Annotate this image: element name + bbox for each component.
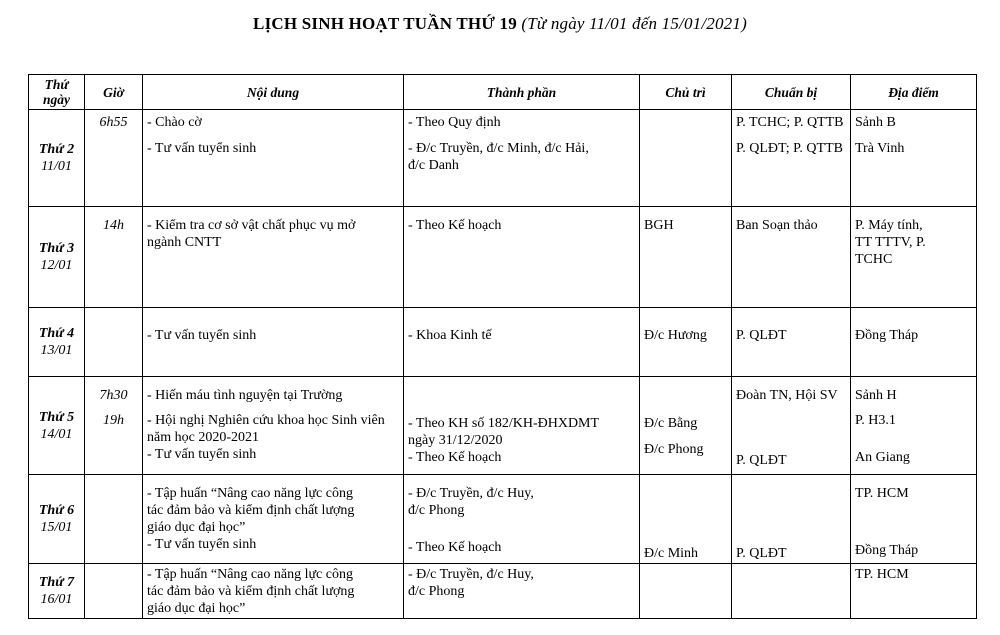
participants-line: - Theo KH số 182/KH-ĐHXDMT <box>408 416 600 431</box>
prep-line: P. TCHC; P. QTTB <box>736 115 844 130</box>
header-content: Nội dung <box>143 75 404 110</box>
day-cell <box>29 308 85 377</box>
time-value: 19h <box>103 413 124 428</box>
location-line: Sảnh B <box>855 115 896 130</box>
location-cell <box>851 564 977 619</box>
content-line: - Tư vấn tuyển sinh <box>147 141 257 156</box>
day-name: Thứ 7 <box>38 575 75 590</box>
prep-cell <box>732 564 851 619</box>
participants-cell <box>404 207 640 308</box>
participants-line: ngày 31/12/2020 <box>408 433 503 448</box>
table-row-wednesday <box>29 308 977 377</box>
table-row-thursday <box>29 377 977 475</box>
header-row <box>29 75 977 110</box>
location-line: Đồng Tháp <box>855 543 919 558</box>
chair-cell <box>640 110 732 207</box>
day-cell <box>29 110 85 207</box>
participants-line: - Theo Quy định <box>408 115 501 130</box>
participants-line: đ/c Danh <box>408 158 459 173</box>
header-chair: Chủ trì <box>640 75 732 110</box>
content-cell <box>143 564 404 619</box>
chair-line: BGH <box>644 218 674 233</box>
location-line: TP. HCM <box>855 486 909 501</box>
header-time: Giờ <box>85 75 143 110</box>
chair-cell <box>640 475 732 564</box>
prep-cell <box>732 308 851 377</box>
location-line: Đồng Tháp <box>855 328 919 343</box>
content-cell <box>143 377 404 475</box>
title-main: LỊCH SINH HOẠT TUẦN THỨ 19 <box>253 14 517 33</box>
time-value: 6h55 <box>99 115 128 130</box>
day-date: 13/01 <box>40 343 73 358</box>
time-value: 7h30 <box>99 388 128 403</box>
header-participants: Thành phần <box>404 75 640 110</box>
content-line: - Hiến máu tình nguyện tại Trường <box>147 388 343 403</box>
location-line: Sảnh H <box>855 388 897 403</box>
header-location: Địa điểm <box>851 75 977 110</box>
time-cell <box>85 308 143 377</box>
prep-cell <box>732 377 851 475</box>
title-date-range: (Từ ngày 11/01 đến 15/01/2021) <box>521 14 747 33</box>
prep-cell <box>732 207 851 308</box>
day-date: 16/01 <box>40 592 73 607</box>
day-date: 14/01 <box>40 426 73 442</box>
header-prep: Chuẩn bị <box>732 75 851 110</box>
participants-line: - Đ/c Truyền, đ/c Minh, đ/c Hải, <box>408 141 589 156</box>
content-line: - Kiểm tra cơ sở vật chất phục vụ mở <box>147 218 356 233</box>
prep-line: P. QLĐT <box>736 546 787 561</box>
time-cell <box>85 564 143 619</box>
day-cell <box>29 475 85 564</box>
time-cell <box>85 207 143 308</box>
participants-cell <box>404 308 640 377</box>
content-line: ngành CNTT <box>147 235 222 250</box>
location-cell <box>851 475 977 564</box>
table-row-tuesday <box>29 207 977 308</box>
content-line: - Chào cờ <box>147 115 202 130</box>
location-line: TP. HCM <box>855 567 909 582</box>
header-day: Thứ ngày <box>29 75 85 110</box>
prep-line: P. QLĐT <box>736 328 787 343</box>
chair-cell <box>640 308 732 377</box>
location-cell <box>851 207 977 308</box>
location-line: P. H3.1 <box>855 413 896 428</box>
content-cell <box>143 110 404 207</box>
location-cell <box>851 377 977 475</box>
participants-cell <box>404 110 640 207</box>
location-cell <box>851 110 977 207</box>
day-cell <box>29 207 85 308</box>
day-name: Thứ 6 <box>38 503 75 518</box>
table-row-saturday <box>29 564 977 619</box>
participants-cell <box>404 564 640 619</box>
time-cell <box>85 110 143 207</box>
day-name: Thứ 3 <box>38 241 75 256</box>
day-name: Thứ 2 <box>38 142 75 157</box>
content-line: năm học 2020-2021 <box>147 430 259 445</box>
day-name: Thứ 5 <box>38 409 75 425</box>
location-line: TT TTTV, P. <box>855 235 926 250</box>
participants-cell <box>404 377 640 475</box>
content-cell <box>143 207 404 308</box>
participants-line: - Theo Kế hoạch <box>408 218 502 233</box>
schedule-table <box>28 74 977 619</box>
content-line: - Tư vấn tuyển sinh <box>147 328 257 343</box>
location-line: P. Máy tính, <box>855 218 923 233</box>
prep-line: P. QLĐT <box>736 453 787 468</box>
participants-line: - Theo Kế hoạch <box>408 450 502 465</box>
location-line: Trà Vinh <box>855 141 905 156</box>
location-line: TCHC <box>855 252 893 267</box>
chair-cell <box>640 377 732 475</box>
location-cell <box>851 308 977 377</box>
day-date: 11/01 <box>41 159 72 174</box>
content-line: giáo dục đại học” <box>147 601 246 616</box>
content-line: - Tập huấn “Nâng cao năng lực công <box>147 567 353 582</box>
page-title <box>0 14 1000 34</box>
prep-line: P. QLĐT; P. QTTB <box>736 141 843 156</box>
content-cell <box>143 308 404 377</box>
time-value: 14h <box>103 218 124 233</box>
participants-line: - Đ/c Truyền, đ/c Huy, <box>408 567 534 582</box>
participants-line: - Khoa Kinh tế <box>408 328 492 343</box>
content-line: - Tư vấn tuyển sinh <box>147 537 257 552</box>
content-line: - Hội nghị Nghiên cứu khoa học Sinh viên <box>147 413 385 428</box>
day-cell <box>29 377 85 475</box>
chair-line: Đ/c Hương <box>644 328 707 343</box>
chair-line: Đ/c Bằng <box>644 416 698 431</box>
location-line: An Giang <box>855 450 910 465</box>
chair-line: Đ/c Phong <box>644 442 704 457</box>
time-cell <box>85 475 143 564</box>
day-date: 15/01 <box>40 520 73 535</box>
day-name: Thứ 4 <box>38 326 75 341</box>
chair-line: Đ/c Minh <box>644 546 699 561</box>
content-line: - Tập huấn “Nâng cao năng lực công <box>147 486 353 501</box>
table-row-friday <box>29 475 977 564</box>
time-cell <box>85 377 143 475</box>
table-row-monday <box>29 110 977 207</box>
chair-cell <box>640 207 732 308</box>
participants-line: đ/c Phong <box>408 503 465 518</box>
content-line: tác đảm bảo và kiểm định chất lượng <box>147 584 355 599</box>
day-cell <box>29 564 85 619</box>
prep-line: Ban Soạn thảo <box>736 218 818 233</box>
content-cell <box>143 475 404 564</box>
participants-line: - Đ/c Truyền, đ/c Huy, <box>408 486 534 501</box>
content-line: tác đảm bảo và kiểm định chất lượng <box>147 503 355 518</box>
participants-cell <box>404 475 640 564</box>
participants-line: đ/c Phong <box>408 584 465 599</box>
prep-cell <box>732 110 851 207</box>
prep-cell <box>732 475 851 564</box>
day-date: 12/01 <box>40 258 73 273</box>
content-line: - Tư vấn tuyển sinh <box>147 447 257 462</box>
chair-cell <box>640 564 732 619</box>
content-line: giáo dục đại học” <box>147 520 246 535</box>
participants-line: - Theo Kế hoạch <box>408 540 502 555</box>
prep-line: Đoàn TN, Hội SV <box>736 388 838 403</box>
